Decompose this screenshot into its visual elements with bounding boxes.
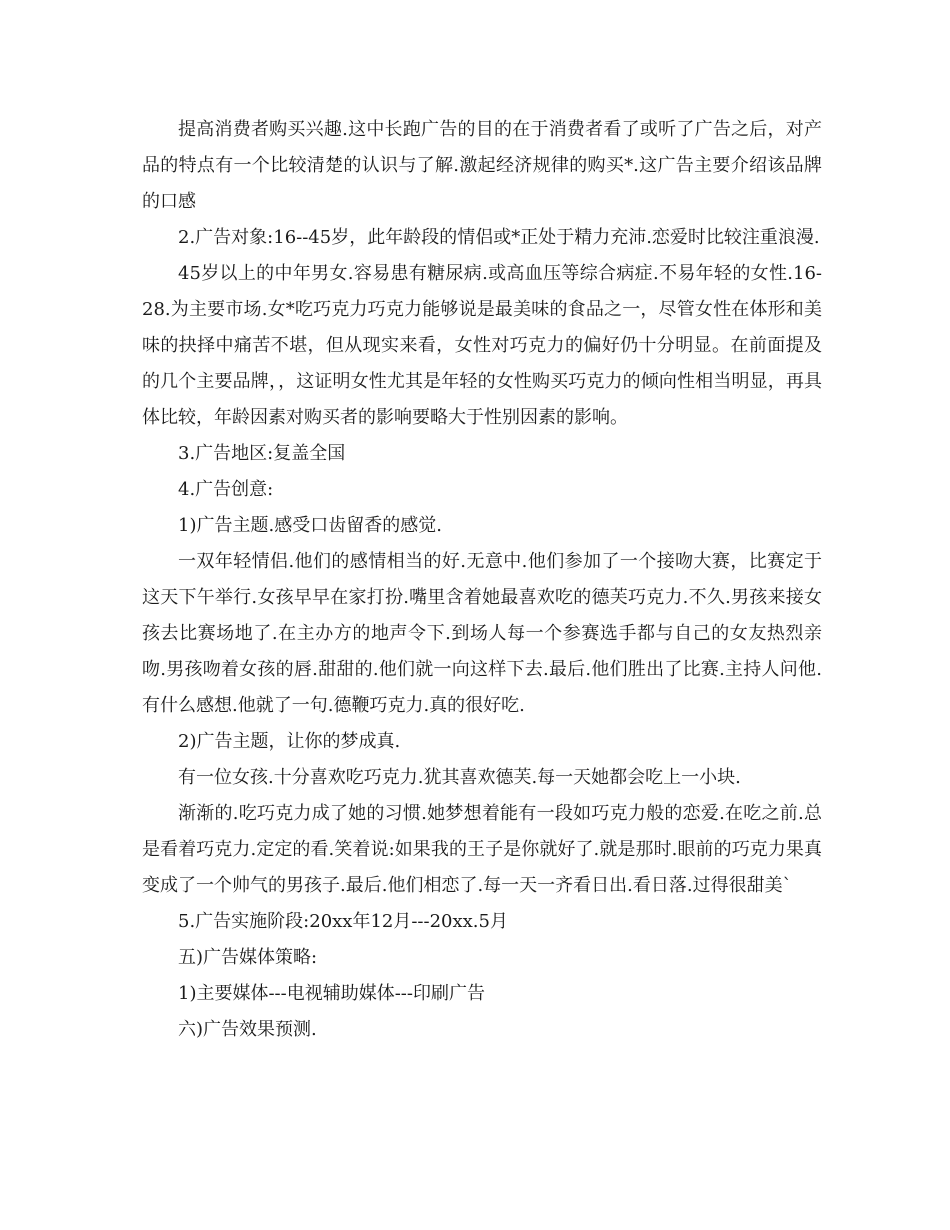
paragraph-theme-two: 2)广告主题，让你的梦成真. bbox=[178, 731, 401, 752]
paragraph-media-strategy-heading: 五)广告媒体策略: bbox=[178, 947, 318, 968]
paragraph-media-strategy: 1)主要媒体---电视辅助媒体---印刷广告 bbox=[178, 983, 485, 1004]
document-body bbox=[142, 112, 822, 1048]
paragraph-ad-region: 3.广告地区:复盖全国 bbox=[178, 443, 346, 464]
paragraph-market-analysis: 45岁以上的中年男女.容易患有糖尿病.或高血压等综合病症.不易年轻的女性.16-28.为主要市场.女*吃巧克力巧克力能够说是最美味的食品之一，尽管女性在体形和美味的抉择中痛苦不堪，但从现实来看，女性对巧克力的偏好仍十分明显。在前面提及的几个主要品牌，，这证明女性尤其是年轻的女性购买巧克力的倾向性相当明显，再具体比较，年龄因素对购买者的影响要略大于性别因素的影响。 bbox=[142, 263, 822, 428]
paragraph-story-two: 渐渐的.吃巧克力成了她的习惯.她梦想着能有一段如巧克力般的恋爱.在吃之前.总是看着巧克力.定定的看.笑着说:如果我的王子是你就好了.就是那时.眼前的巧克力果真变成了一个帅气的男孩子.最后.他们相恋了.每一天一齐看日出.看日落.过得很甜美` bbox=[142, 803, 822, 896]
paragraph-target-audience: 2.广告对象:16--45岁，此年龄段的情侣或*正处于精力充沛.恋爱时比较注重浪漫. bbox=[178, 227, 820, 248]
paragraph-story-one: 一双年轻情侣.他们的感情相当的好.无意中.他们参加了一个接吻大赛，比赛定于这天下午举行.女孩早早在家打扮.嘴里含着她最喜欢吃的德芙巧克力.不久.男孩来接女孩去比赛场地了.在主办方的地声令下.到场人每一个参赛选手都与自己的女友热烈亲吻.男孩吻着女孩的唇.甜甜的.他们就一向这样下去.最后.他们胜出了比赛.主持人问他.有什么感想.他就了一句.德鞭巧克力.真的很好吃. bbox=[142, 551, 822, 716]
paragraph-intro: 提高消费者购买兴趣.这中长跑广告的目的在于消费者看了或听了广告之后，对产品的特点有一个比较清楚的认识与了解.激起经济规律的购买*.这广告主要介绍该品牌的口感 bbox=[142, 119, 822, 212]
paragraph-ad-creative-heading: 4.广告创意: bbox=[178, 479, 274, 500]
paragraph-effect-forecast: 六)广告效果预测. bbox=[178, 1019, 317, 1040]
paragraph-implementation-stage: 5.广告实施阶段:20xx年12月---20xx.5月 bbox=[178, 911, 508, 932]
paragraph-story-two-intro: 有一位女孩.十分喜欢吃巧克力.犹其喜欢德芙.每一天她都会吃上一小块. bbox=[178, 767, 741, 788]
paragraph-theme-one: 1)广告主题.感受口齿留香的感觉. bbox=[178, 515, 442, 536]
